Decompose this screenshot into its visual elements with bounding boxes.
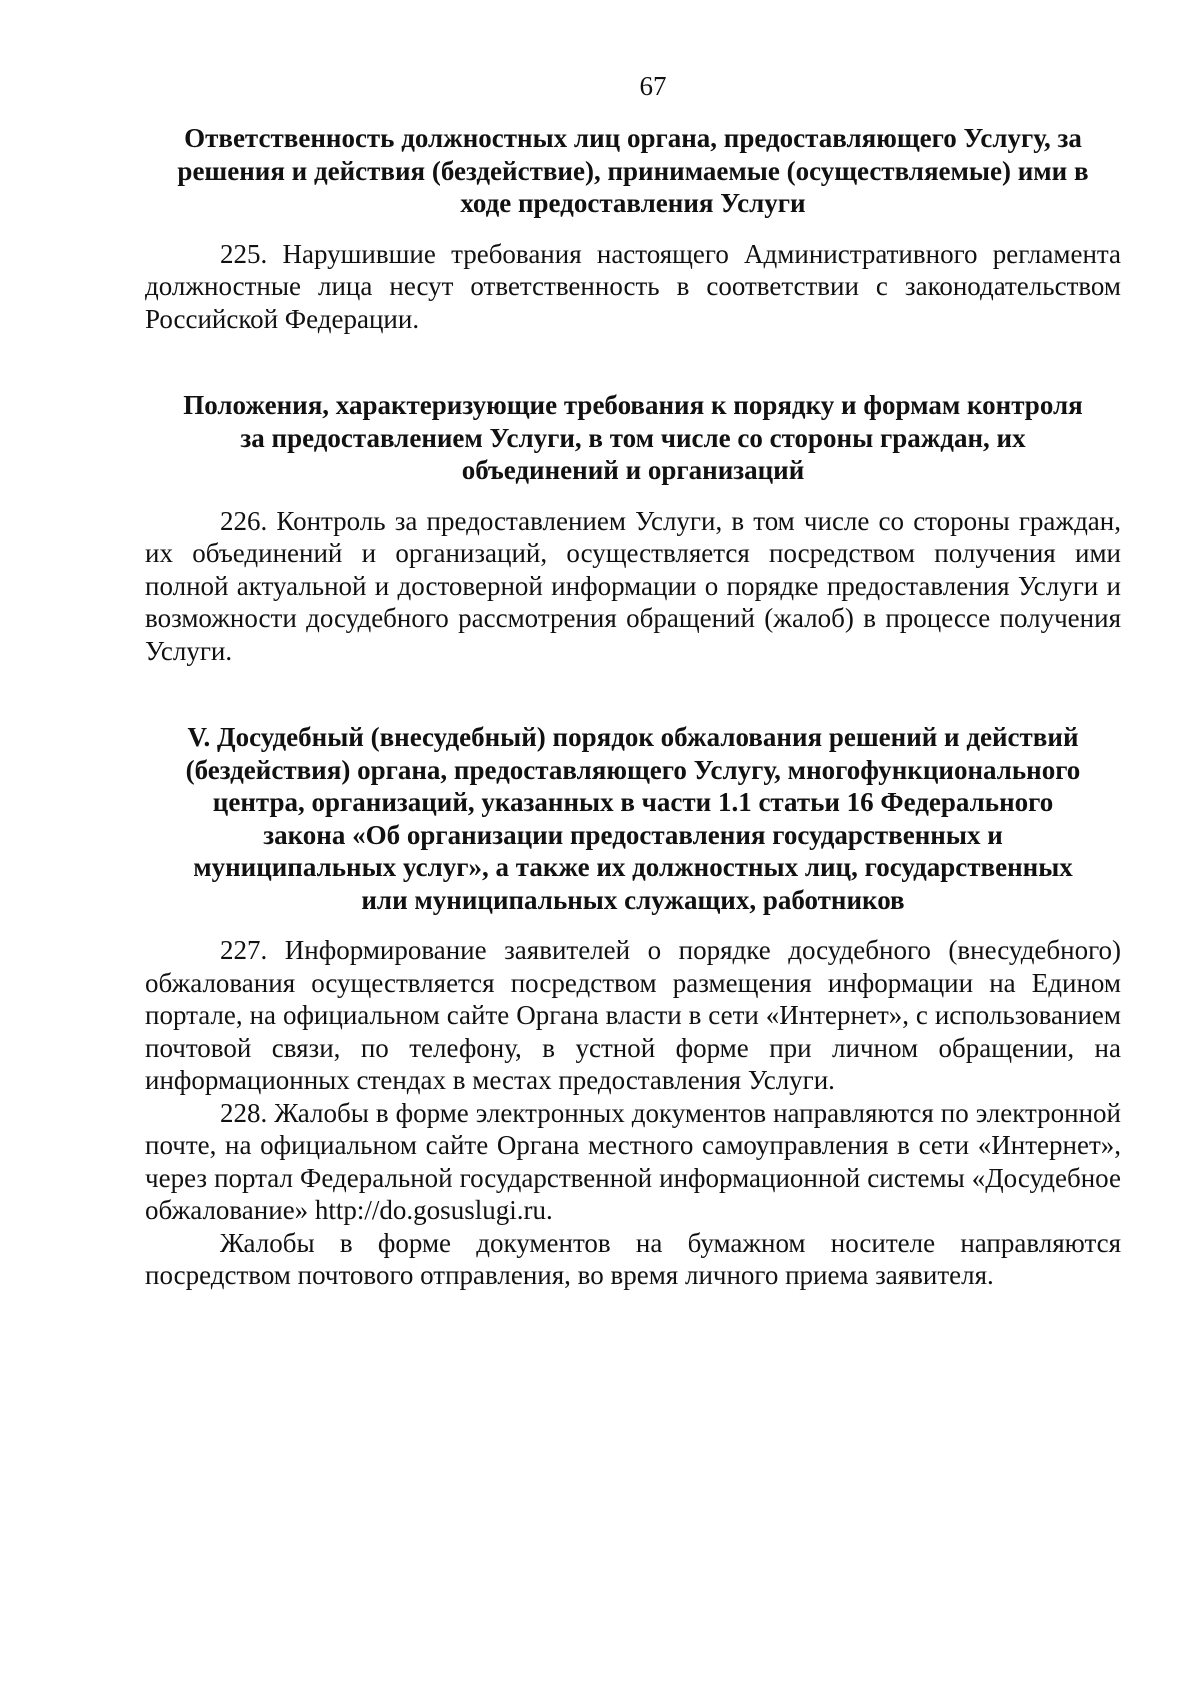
heading-line: муниципальных услуг», а также их должностных лиц, государственных <box>193 852 1073 882</box>
heading-line: или муниципальных служащих, работников <box>361 884 905 915</box>
paragraph-227: 227. Информирование заявителей о порядке досудебного (внесудебного) обжалования осуществляется посредством размещения информации на Едином портале, на официальном сайте Органа власти в сети «Интернет», с использованием почтовой связи, по телефону, в устной форме при личном обращении, на информационных стендах в местах предоставления Услуги. <box>145 935 1121 1095</box>
section-heading-responsibility <box>145 122 1121 220</box>
paragraph-paper-complaints: Жалобы в форме документов на бумажном носителе направляются посредством почтового отправления, во время личного приема заявителя. <box>145 1227 1121 1290</box>
heading-line: Ответственность должностных лиц органа, предоставляющего Услугу, за <box>184 123 1082 153</box>
heading-line: V. Досудебный (внесудебный) порядок обжалования решений и действий <box>187 722 1079 752</box>
heading-line: центра, организаций, указанных в части 1.1 статьи 16 Федерального <box>212 787 1054 817</box>
page-number: 67 <box>639 71 667 101</box>
heading-line: Положения, характеризующие требования к порядку и формам контроля <box>183 390 1083 420</box>
paragraph-226: 226. Контроль за предоставлением Услуги, в том числе со стороны граждан, их объединений и организаций, осуществляется посредством получения ими полной актуальной и достоверной информации о порядке предоставления Услуги и возможности досудебного рассмотрения обращений (жалоб) в процессе получения Услуги. <box>145 505 1121 666</box>
heading-line: ходе предоставления Услуги <box>460 188 806 218</box>
heading-line: (бездействия) органа, предоставляющего Услугу, многофункционального <box>185 754 1081 785</box>
document-page <box>145 70 1121 1292</box>
heading-line: решения и действия (бездействие), принимаемые (осуществляемые) ими в <box>177 155 1089 186</box>
section-heading-appeal <box>145 721 1121 916</box>
heading-line: за предоставлением Услуги, в том числе со стороны граждан, их <box>240 422 1026 453</box>
heading-line: закона «Об организации предоставления государственных и <box>263 819 1003 850</box>
paragraph-225: 225. Нарушившие требования настоящего Административного регламента должностные лица несут ответственность в соответствии с законодательством Российской Федерации. <box>145 238 1121 334</box>
heading-line: объединений и организаций <box>461 455 805 485</box>
section-heading-control <box>145 389 1121 487</box>
paragraph-228: 228. Жалобы в форме электронных документов направляются по электронной почте, на официальном сайте Органа местного самоуправления в сети «Интернет», через портал Федеральной государственной информационной системы «Досудебное обжалование» http://do.gosuslugi.ru. <box>145 1097 1121 1225</box>
